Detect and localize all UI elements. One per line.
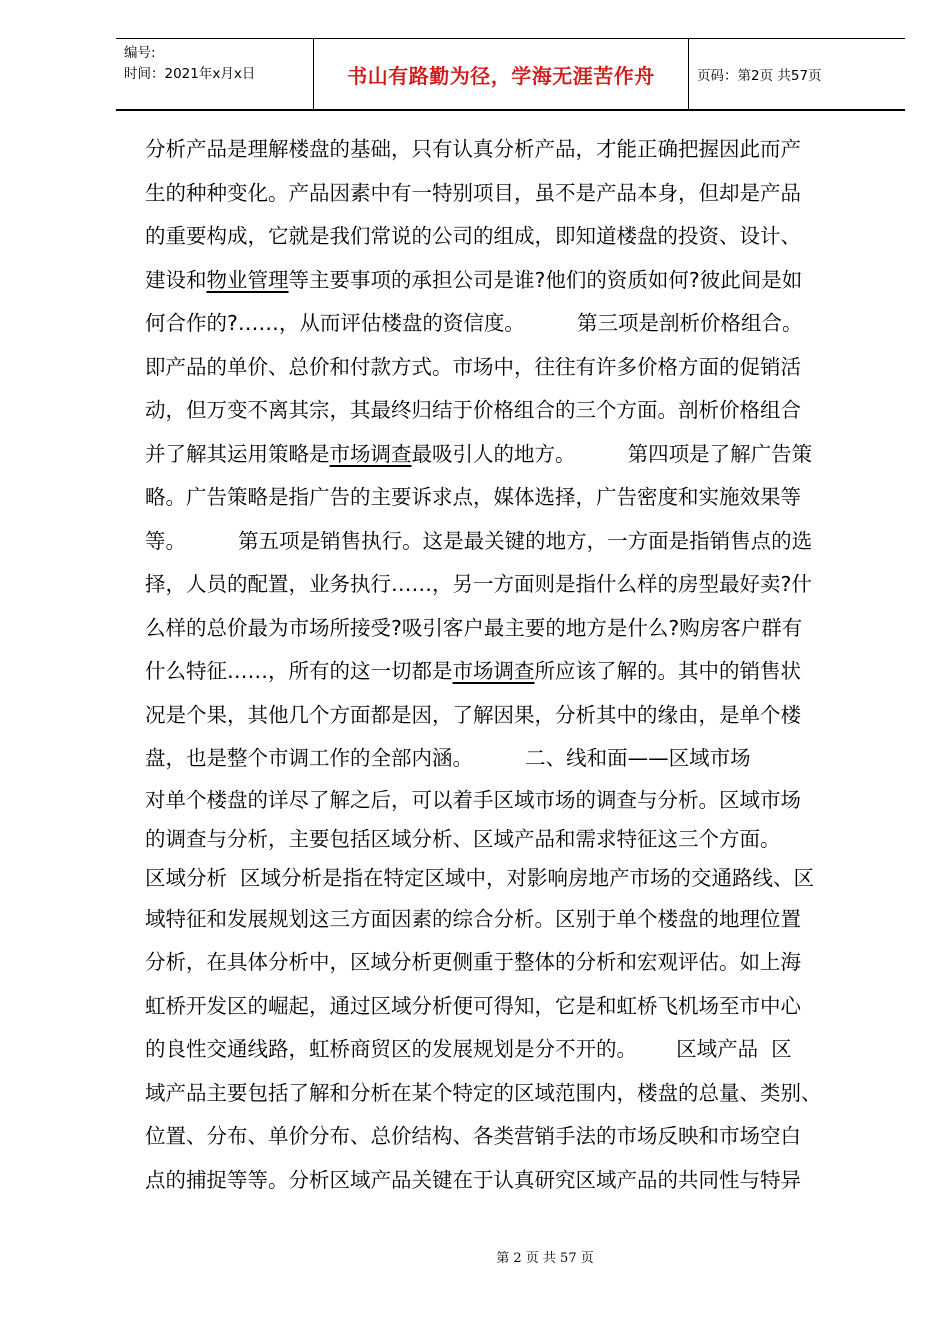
text-line — [145, 302, 885, 346]
page-header — [116, 38, 905, 111]
line-text: 什么特征……，所有的这一切都是 — [145, 659, 453, 683]
line-text: 等。 第五项是销售执行。这是最关键的地方，一方面是指销售点的选 — [145, 528, 813, 553]
line-text: 域产品主要包括了解和分析在某个特定的区域范围内，楼盘的总量、类别、 — [145, 1080, 822, 1105]
link-text[interactable]: 市场调查 — [452, 659, 535, 683]
line-text: 对单个楼盘的详尽了解之后，可以着手区域市场的调查与分析。区域市场 — [145, 787, 801, 812]
text-line — [145, 607, 885, 651]
text-line — [145, 563, 885, 607]
text-line — [145, 985, 885, 1029]
line-text: 虹桥开发区的崛起，通过区域分析便可得知，它是和虹桥飞机场至市中心 — [145, 993, 801, 1018]
line-text: 所应该了解的。其中的销售状 — [534, 659, 801, 683]
text-line — [145, 781, 885, 820]
text-line — [145, 820, 885, 859]
line-text: 的重要构成，它就是我们常说的公司的组成，即知道楼盘的投资、设计、 — [145, 224, 801, 248]
line-text: 盘，也是整个市调工作的全部内涵。 二、线和面——区域市场 — [145, 746, 751, 770]
line-text: 区域分析 区域分析是指在特定区域中，对影响房地产市场的交通路线、区 — [145, 865, 815, 890]
line-text: 最吸引人的地方。 第四项是了解广告策 — [411, 441, 813, 466]
link-text[interactable]: 市场调查 — [329, 441, 412, 466]
line-text: 生的种种变化。产品因素中有一特别项目，虽不是产品本身，但却是产品 — [145, 180, 801, 205]
line-text: 的良性交通线路，虹桥商贸区的发展规划是分不开的。 区域产品 区 — [145, 1037, 792, 1061]
line-text: 分析，在具体分析中，区域分析更侧重于整体的分析和宏观评估。如上海 — [145, 950, 801, 974]
page-footer: 第 2 页 共 57 页 — [496, 1251, 594, 1266]
header-meta — [116, 39, 314, 109]
text-line — [145, 476, 885, 520]
document-body — [145, 128, 885, 1202]
time-label: 时间：2021年x月x日 — [124, 66, 256, 82]
text-line — [145, 389, 885, 433]
line-text: 略。广告策略是指广告的主要诉求点，媒体选择，广告密度和实施效果等 — [145, 485, 801, 509]
text-line — [145, 259, 885, 303]
line-text: 何合作的?……，从而评估楼盘的资信度。 第三项是剖析价格组合。 — [145, 311, 803, 335]
text-line — [145, 898, 885, 942]
line-text: 点的捕捉等等。分析区域产品关键在于认真研究区域产品的共同性与特异 — [145, 1167, 801, 1192]
text-line — [145, 520, 885, 564]
line-text: 建设和 — [145, 267, 207, 292]
text-line — [145, 128, 885, 172]
text-line — [145, 346, 885, 390]
text-line — [145, 1072, 885, 1116]
header-motto: 书山有路勤为径，学海无涯苦作舟 — [314, 39, 689, 109]
text-line — [145, 650, 885, 694]
line-text: 等主要事项的承担公司是谁?他们的资质如何?彼此间是如 — [288, 267, 803, 292]
line-text: 位置、分布、单价分布、总价结构、各类营销手法的市场反映和市场空白 — [145, 1124, 801, 1148]
text-line — [145, 694, 885, 738]
text-line — [145, 1159, 885, 1203]
text-line — [145, 433, 885, 477]
line-text: 分析产品是理解楼盘的基础，只有认真分析产品，才能正确把握因此而产 — [145, 137, 801, 161]
line-text: 况是个果，其他几个方面都是因，了解因果，分析其中的缘由，是单个楼 — [145, 702, 801, 727]
text-line — [145, 941, 885, 985]
line-text: 即产品的单价、总价和付款方式。市场中，往往有许多价格方面的促销活 — [145, 354, 801, 379]
line-text: 并了解其运用策略是 — [145, 441, 330, 466]
text-line — [145, 1115, 885, 1159]
text-line — [145, 1028, 885, 1072]
line-text: 的调查与分析，主要包括区域分析、区域产品和需求特征这三个方面。 — [145, 826, 781, 851]
line-text: 域特征和发展规划这三方面因素的综合分析。区别于单个楼盘的地理位置 — [145, 906, 801, 931]
line-text: 择，人员的配置，业务执行……，另一方面则是指什么样的房型最好卖?什 — [145, 572, 812, 596]
line-text: 么样的总价最为市场所接受?吸引客户最主要的地方是什么?购房客户群有 — [145, 615, 803, 640]
text-line — [145, 737, 885, 781]
header-page-info: 页码：第2页 共57页 — [697, 68, 822, 84]
number-label: 编号: — [124, 45, 156, 61]
text-line — [145, 215, 885, 259]
text-line — [145, 172, 885, 216]
text-line — [145, 859, 885, 898]
link-text[interactable]: 物业管理 — [206, 267, 289, 292]
line-text: 动，但万变不离其宗，其最终归结于价格组合的三个方面。剖析价格组合 — [145, 398, 801, 422]
